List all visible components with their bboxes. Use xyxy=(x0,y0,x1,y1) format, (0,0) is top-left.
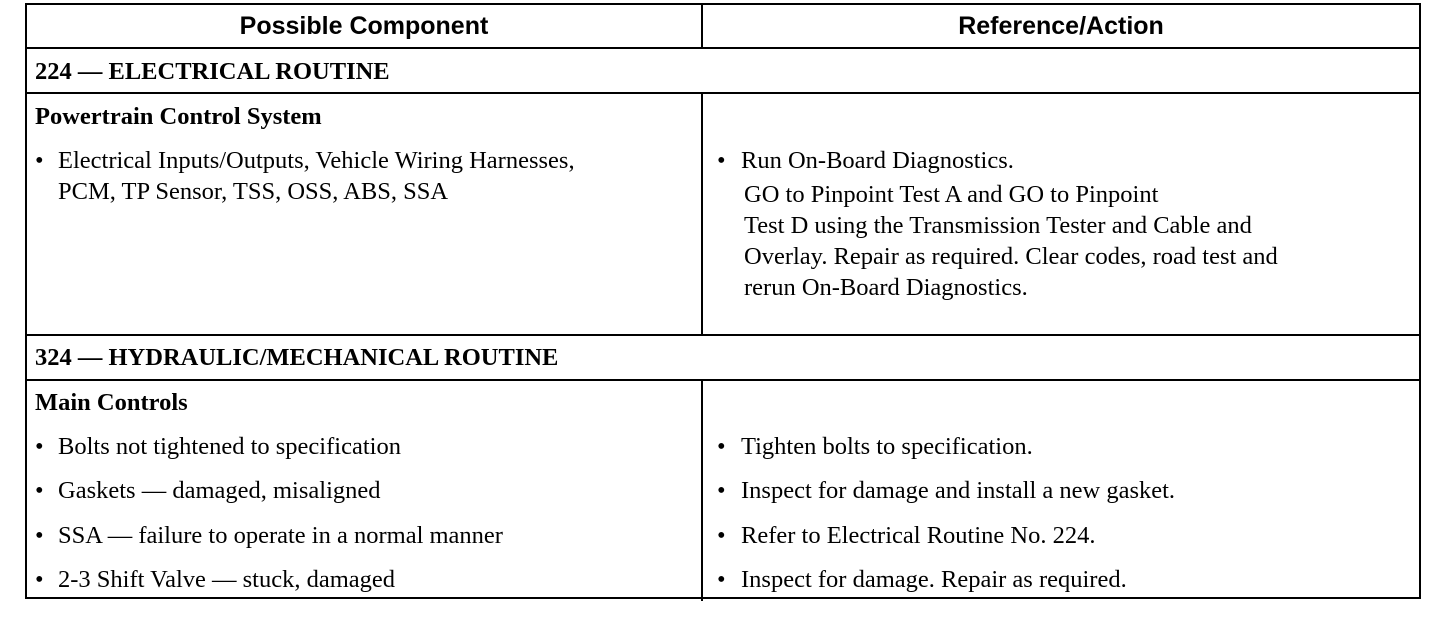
action-cell: Refer to Electrical Routine No. 224. xyxy=(741,522,1096,549)
section-title-324: 324 — HYDRAULIC/MECHANICAL ROUTINE xyxy=(35,344,559,371)
section-224-divider xyxy=(27,92,1419,94)
action-line: Test D using the Transmission Tester and Cable and xyxy=(744,212,1252,239)
bullet-icon: • xyxy=(717,477,726,504)
action-line: Run On-Board Diagnostics. xyxy=(741,147,1014,174)
column-header-component: Possible Component xyxy=(239,12,489,40)
component-line: Electrical Inputs/Outputs, Vehicle Wiring Harnesses, xyxy=(58,147,575,174)
section-title-224: 224 — ELECTRICAL ROUTINE xyxy=(35,58,390,85)
bullet-icon: • xyxy=(717,147,726,174)
bullet-icon: • xyxy=(717,522,726,549)
section-324-top-divider xyxy=(27,334,1419,336)
header-divider xyxy=(27,47,1419,49)
component-line: PCM, TP Sensor, TSS, OSS, ABS, SSA xyxy=(58,178,449,205)
action-cell: Inspect for damage. Repair as required. xyxy=(741,566,1127,593)
bullet-icon: • xyxy=(717,566,726,593)
bullet-icon: • xyxy=(35,433,44,460)
component-cell: SSA — failure to operate in a normal manner xyxy=(58,522,503,549)
column-header-action: Reference/Action xyxy=(958,12,1164,40)
action-cell: Tighten bolts to specification. xyxy=(741,433,1033,460)
section-324-divider xyxy=(27,379,1419,381)
action-line: GO to Pinpoint Test A and GO to Pinpoint xyxy=(744,181,1159,208)
component-cell: 2-3 Shift Valve — stuck, damaged xyxy=(58,566,396,593)
bullet-icon: • xyxy=(35,566,44,593)
bullet-icon: • xyxy=(35,522,44,549)
bullet-icon: • xyxy=(35,477,44,504)
component-cell: Gaskets — damaged, misaligned xyxy=(58,477,381,504)
group-title-powertrain: Powertrain Control System xyxy=(35,103,322,130)
section-224-column-divider xyxy=(701,92,703,334)
action-cell: Inspect for damage and install a new gasket. xyxy=(741,477,1176,504)
group-title-main-controls: Main Controls xyxy=(35,389,188,416)
diagnostic-table xyxy=(25,3,1421,599)
action-line: Overlay. Repair as required. Clear codes, road test and xyxy=(744,243,1278,270)
component-cell: Bolts not tightened to specification xyxy=(58,433,401,460)
section-324-column-divider xyxy=(701,379,703,601)
action-line: rerun On-Board Diagnostics. xyxy=(744,274,1028,301)
bullet-icon: • xyxy=(717,433,726,460)
bullet-icon: • xyxy=(35,147,44,174)
